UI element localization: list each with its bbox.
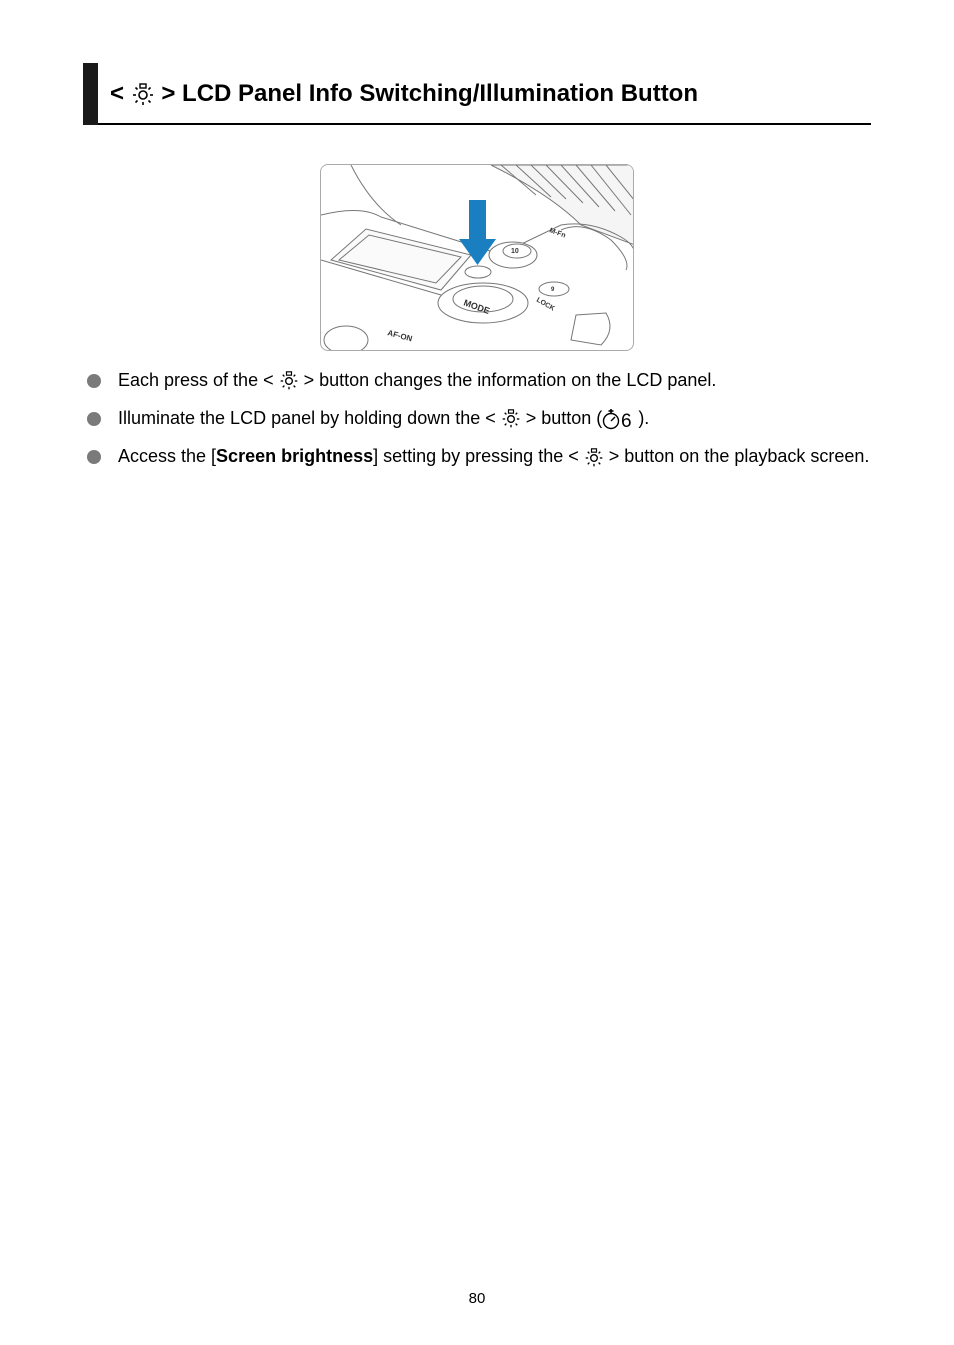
camera-illustration — [320, 164, 634, 351]
bullet-icon — [87, 450, 101, 464]
list-item — [86, 407, 876, 430]
lock-label: LOCK — [535, 296, 556, 313]
lcd-illumination-icon — [131, 83, 155, 107]
list-item — [86, 369, 876, 392]
heading-accent-bar — [83, 63, 98, 125]
page-title — [110, 79, 698, 109]
bullet-icon — [87, 412, 101, 426]
lcd-illumination-icon — [501, 409, 521, 429]
bullet-icon — [87, 374, 101, 388]
setting-name: Screen brightness — [216, 446, 374, 467]
timer-button-label: 10 — [511, 248, 519, 255]
m-fn-label: M-Fn — [548, 227, 567, 240]
af-on-label: AF-ON — [386, 328, 414, 344]
camera-top-view-drawing — [321, 165, 634, 351]
lock-button-number: 9 — [551, 287, 555, 293]
bullet-list — [86, 369, 876, 483]
timer-6-seconds-icon — [602, 408, 638, 430]
text: Illuminate the LCD panel by holding down the < — [118, 408, 501, 428]
text: > button ( — [520, 408, 603, 428]
text: ). — [638, 408, 650, 428]
text: Access the [ — [118, 446, 217, 467]
mode-dial-label: MODE — [462, 297, 492, 317]
text: Each press of the < — [118, 370, 279, 390]
lcd-illumination-icon — [584, 448, 604, 468]
lcd-illumination-icon — [279, 371, 299, 391]
heading-suffix: > LCD Panel Info Switching/Illumination Button — [154, 80, 699, 107]
text: > button changes the information on the LCD panel. — [298, 370, 717, 390]
section-heading — [83, 63, 871, 125]
text: > button on the playback screen. — [603, 446, 870, 467]
page-number: 80 — [468, 1290, 486, 1307]
timer-value: 6 — [621, 411, 632, 431]
heading-prefix: < — [110, 80, 131, 107]
text: ] setting by pressing the < — [373, 446, 584, 467]
list-item — [86, 445, 876, 468]
